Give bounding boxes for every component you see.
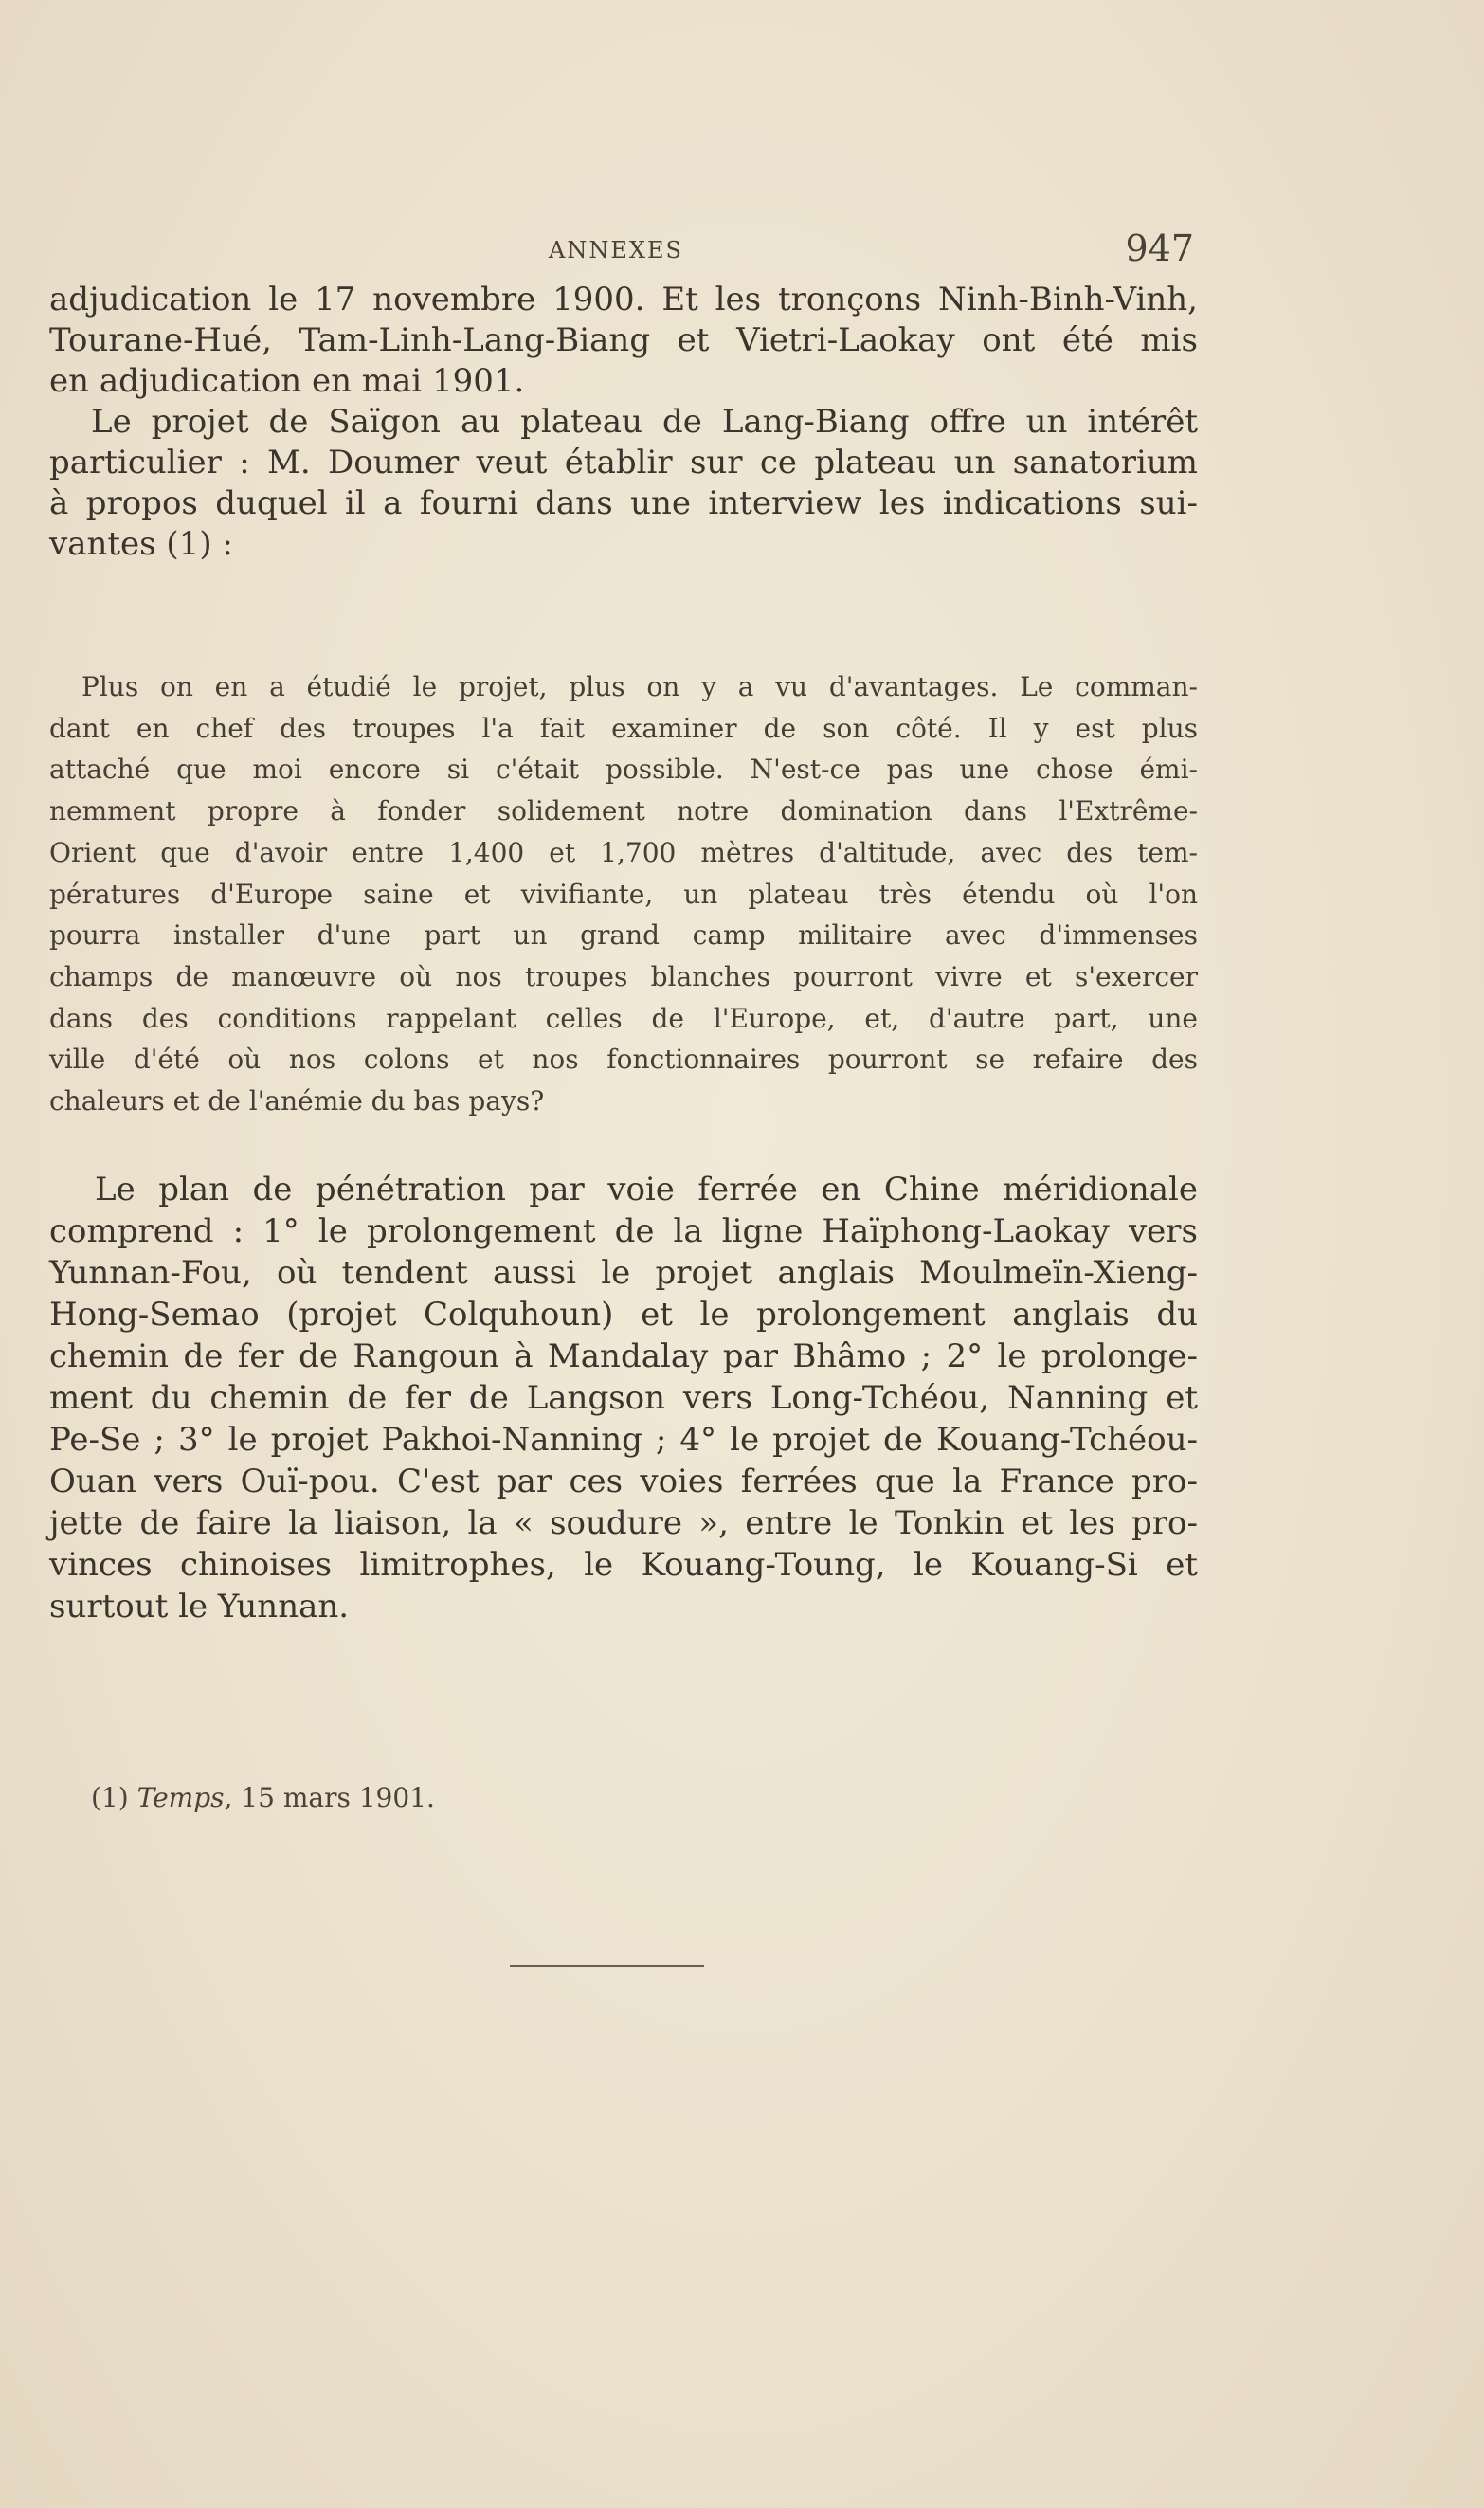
text-line: en adjudication en mai 1901. — [49, 362, 525, 400]
text-line: Hong-Semao (projet Colquhoun) et le prolongement anglais du — [49, 1296, 1198, 1334]
footnote — [91, 1782, 435, 1813]
text-line: Yunnan-Fou, où tendent aussi le projet anglais Moulmeïn-Xieng- — [49, 1254, 1198, 1292]
quote-line: chaleurs et de l'anémie du bas pays? — [49, 1085, 545, 1118]
quote-line: dans des conditions rappelant celles de l'Europe, et, d'autre part, une — [49, 1002, 1198, 1034]
text-line: Le plan de pénétration par voie ferrée en Chine méridionale — [95, 1171, 1198, 1209]
quote-line: Orient que d'avoir entre 1,400 et 1,700 mètres d'altitude, avec des tem- — [49, 836, 1198, 868]
text-line: vantes (1) : — [49, 525, 233, 563]
text-line: vinces chinoises limitrophes, le Kouang-Toung, le Kouang-Si et — [49, 1546, 1198, 1584]
page-header — [0, 227, 1484, 275]
text-line: Le projet de Saïgon au plateau de Lang-Biang offre un intérêt — [91, 403, 1198, 441]
page-number: 947 — [1125, 227, 1194, 269]
quote-line: pératures d'Europe saine et vivifiante, un plateau très étendu où l'on — [49, 878, 1198, 910]
text-line: Pe-Se ; 3° le projet Pakhoi-Nanning ; 4° le projet de Kouang-Tchéou- — [49, 1421, 1198, 1459]
running-title: ANNEXES — [549, 237, 683, 264]
footnote-source: Temps — [136, 1782, 225, 1813]
text-line: adjudication le 17 novembre 1900. Et les tronçons Ninh-Binh-Vinh, — [49, 281, 1198, 318]
text-line: Ouan vers Ouï-pou. C'est par ces voies ferrées que la France pro- — [49, 1463, 1198, 1500]
quote-line: nemment propre à fonder solidement notre domination dans l'Extrême- — [49, 795, 1198, 827]
quote-line: pourra installer d'une part un grand camp militaire avec d'immenses — [49, 919, 1198, 952]
footnote-marker: (1) — [91, 1782, 129, 1813]
text-line: Tourane-Hué, Tam-Linh-Lang-Biang et Vietri-Laokay ont été mis — [49, 321, 1198, 359]
text-line: à propos duquel il a fourni dans une interview les indications sui- — [49, 484, 1198, 522]
quote-line: champs de manœuvre où nos troupes blanches pourront vivre et s'exercer — [49, 960, 1198, 992]
end-rule — [510, 1965, 704, 1967]
railway-plan-paragraph — [49, 1169, 1198, 1627]
quote-line: Plus on en a étudié le projet, plus on y a vu d'avantages. Le comman- — [81, 671, 1198, 702]
footnote-date: , 15 mars 1901. — [224, 1782, 435, 1813]
quote-line: dant en chef des troupes l'a fait examiner de son côté. Il y est plus — [49, 712, 1198, 744]
quote-line: ville d'été où nos colons et nos fonctionnaires pourront se refaire des — [49, 1044, 1198, 1076]
quote-line: attaché que moi encore si c'était possible. N'est-ce pas une chose émi- — [49, 754, 1198, 786]
text-line: surtout le Yunnan. — [49, 1588, 350, 1626]
quoted-interview — [49, 666, 1198, 1122]
text-line: jette de faire la liaison, la « soudure », entre le Tonkin et les pro- — [49, 1504, 1198, 1542]
text-line: ment du chemin de fer de Langson vers Long-Tchéou, Nanning et — [49, 1379, 1198, 1417]
text-line: chemin de fer de Rangoun à Mandalay par Bhâmo ; 2° le prolonge- — [49, 1337, 1198, 1375]
text-line: comprend : 1° le prolongement de la ligne Haïphong-Laokay vers — [49, 1212, 1198, 1250]
text-line: particulier : M. Doumer veut établir sur ce plateau un sanatorium — [49, 444, 1198, 482]
intro-paragraph — [49, 280, 1198, 565]
